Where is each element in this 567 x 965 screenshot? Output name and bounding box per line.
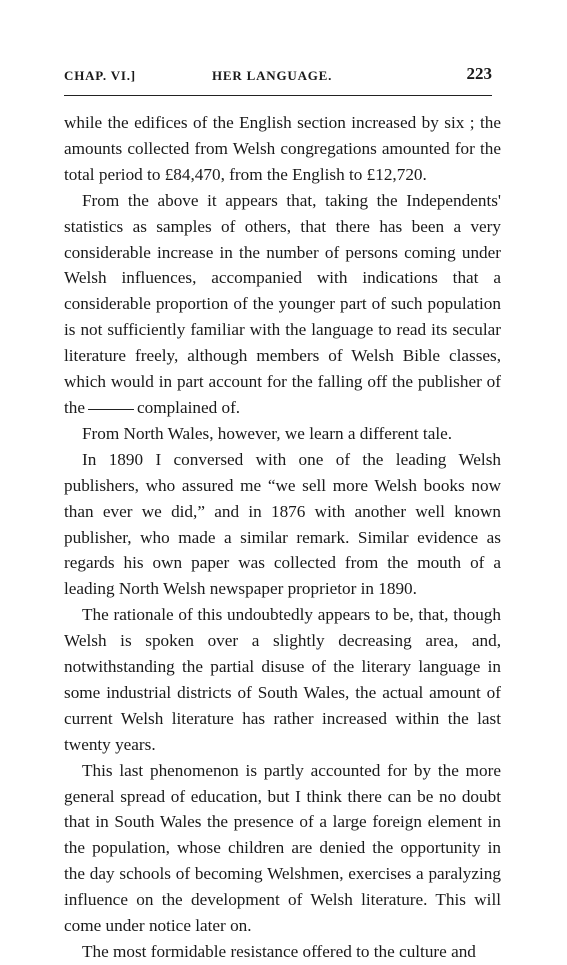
chapter-label: CHAP. VI.] <box>64 68 136 83</box>
paragraph-2-text: From the above it appears that, taking the Independents' statistics as samples of others, that there has been a very considerable increase in the number of persons coming under Welsh influences, accompanied with indications that a considerable proportion of the younger part of such population is not sufficiently familiar with the language to read its secular literature freely, although members of Welsh Bible classes, which would in part account for the falling off the publisher of the <box>64 190 501 417</box>
paragraph-7: The most formidable resistance offered to the culture and <box>82 942 476 961</box>
em-dash-rule <box>88 409 134 410</box>
header-rule <box>64 95 492 96</box>
page-number: 223 <box>466 64 492 83</box>
paragraph-1: while the edifices of the English section increased by six ; the amounts collected from Welsh congregations amounted for the total period to £84,470, from the English to £12,720. <box>64 113 501 184</box>
running-title: HER LANGUAGE. <box>212 68 333 83</box>
paragraph-3: From North Wales, however, we learn a different tale. <box>82 423 453 443</box>
running-header <box>64 64 492 86</box>
paragraph-2 <box>64 188 501 421</box>
paragraph-5: The rationale of this undoubtedly appears to be, that, though Welsh is spoken over a slightly decreasing area, and, notwithstanding the partial disuse of the literary language in some industrial districts of South Wales, the actual amount of current Welsh literature has rather increased within the last twenty years. <box>64 605 501 754</box>
paragraph-4: In 1890 I conversed with one of the leading Welsh publishers, who assured me “we sell more Welsh books now than ever we did,” and in 1876 with another well known publisher, who made a similar remark. Similar evidence as regards his own paper was collected from the mouth of a leading North Welsh newspaper proprietor in 1890. <box>64 449 501 599</box>
body-text <box>64 110 501 965</box>
paragraph-6: This last phenomenon is partly accounted for by the more general spread of education, but I think there can be no doubt that in South Wales the presence of a large foreign element in the population, whose children are denied the opportunity in the day schools of becoming Welshmen, exercises a paralyzing influence on the development of Welsh literature. This will come under notice later on. <box>64 760 501 936</box>
paragraph-2-tail: complained of. <box>137 397 241 417</box>
